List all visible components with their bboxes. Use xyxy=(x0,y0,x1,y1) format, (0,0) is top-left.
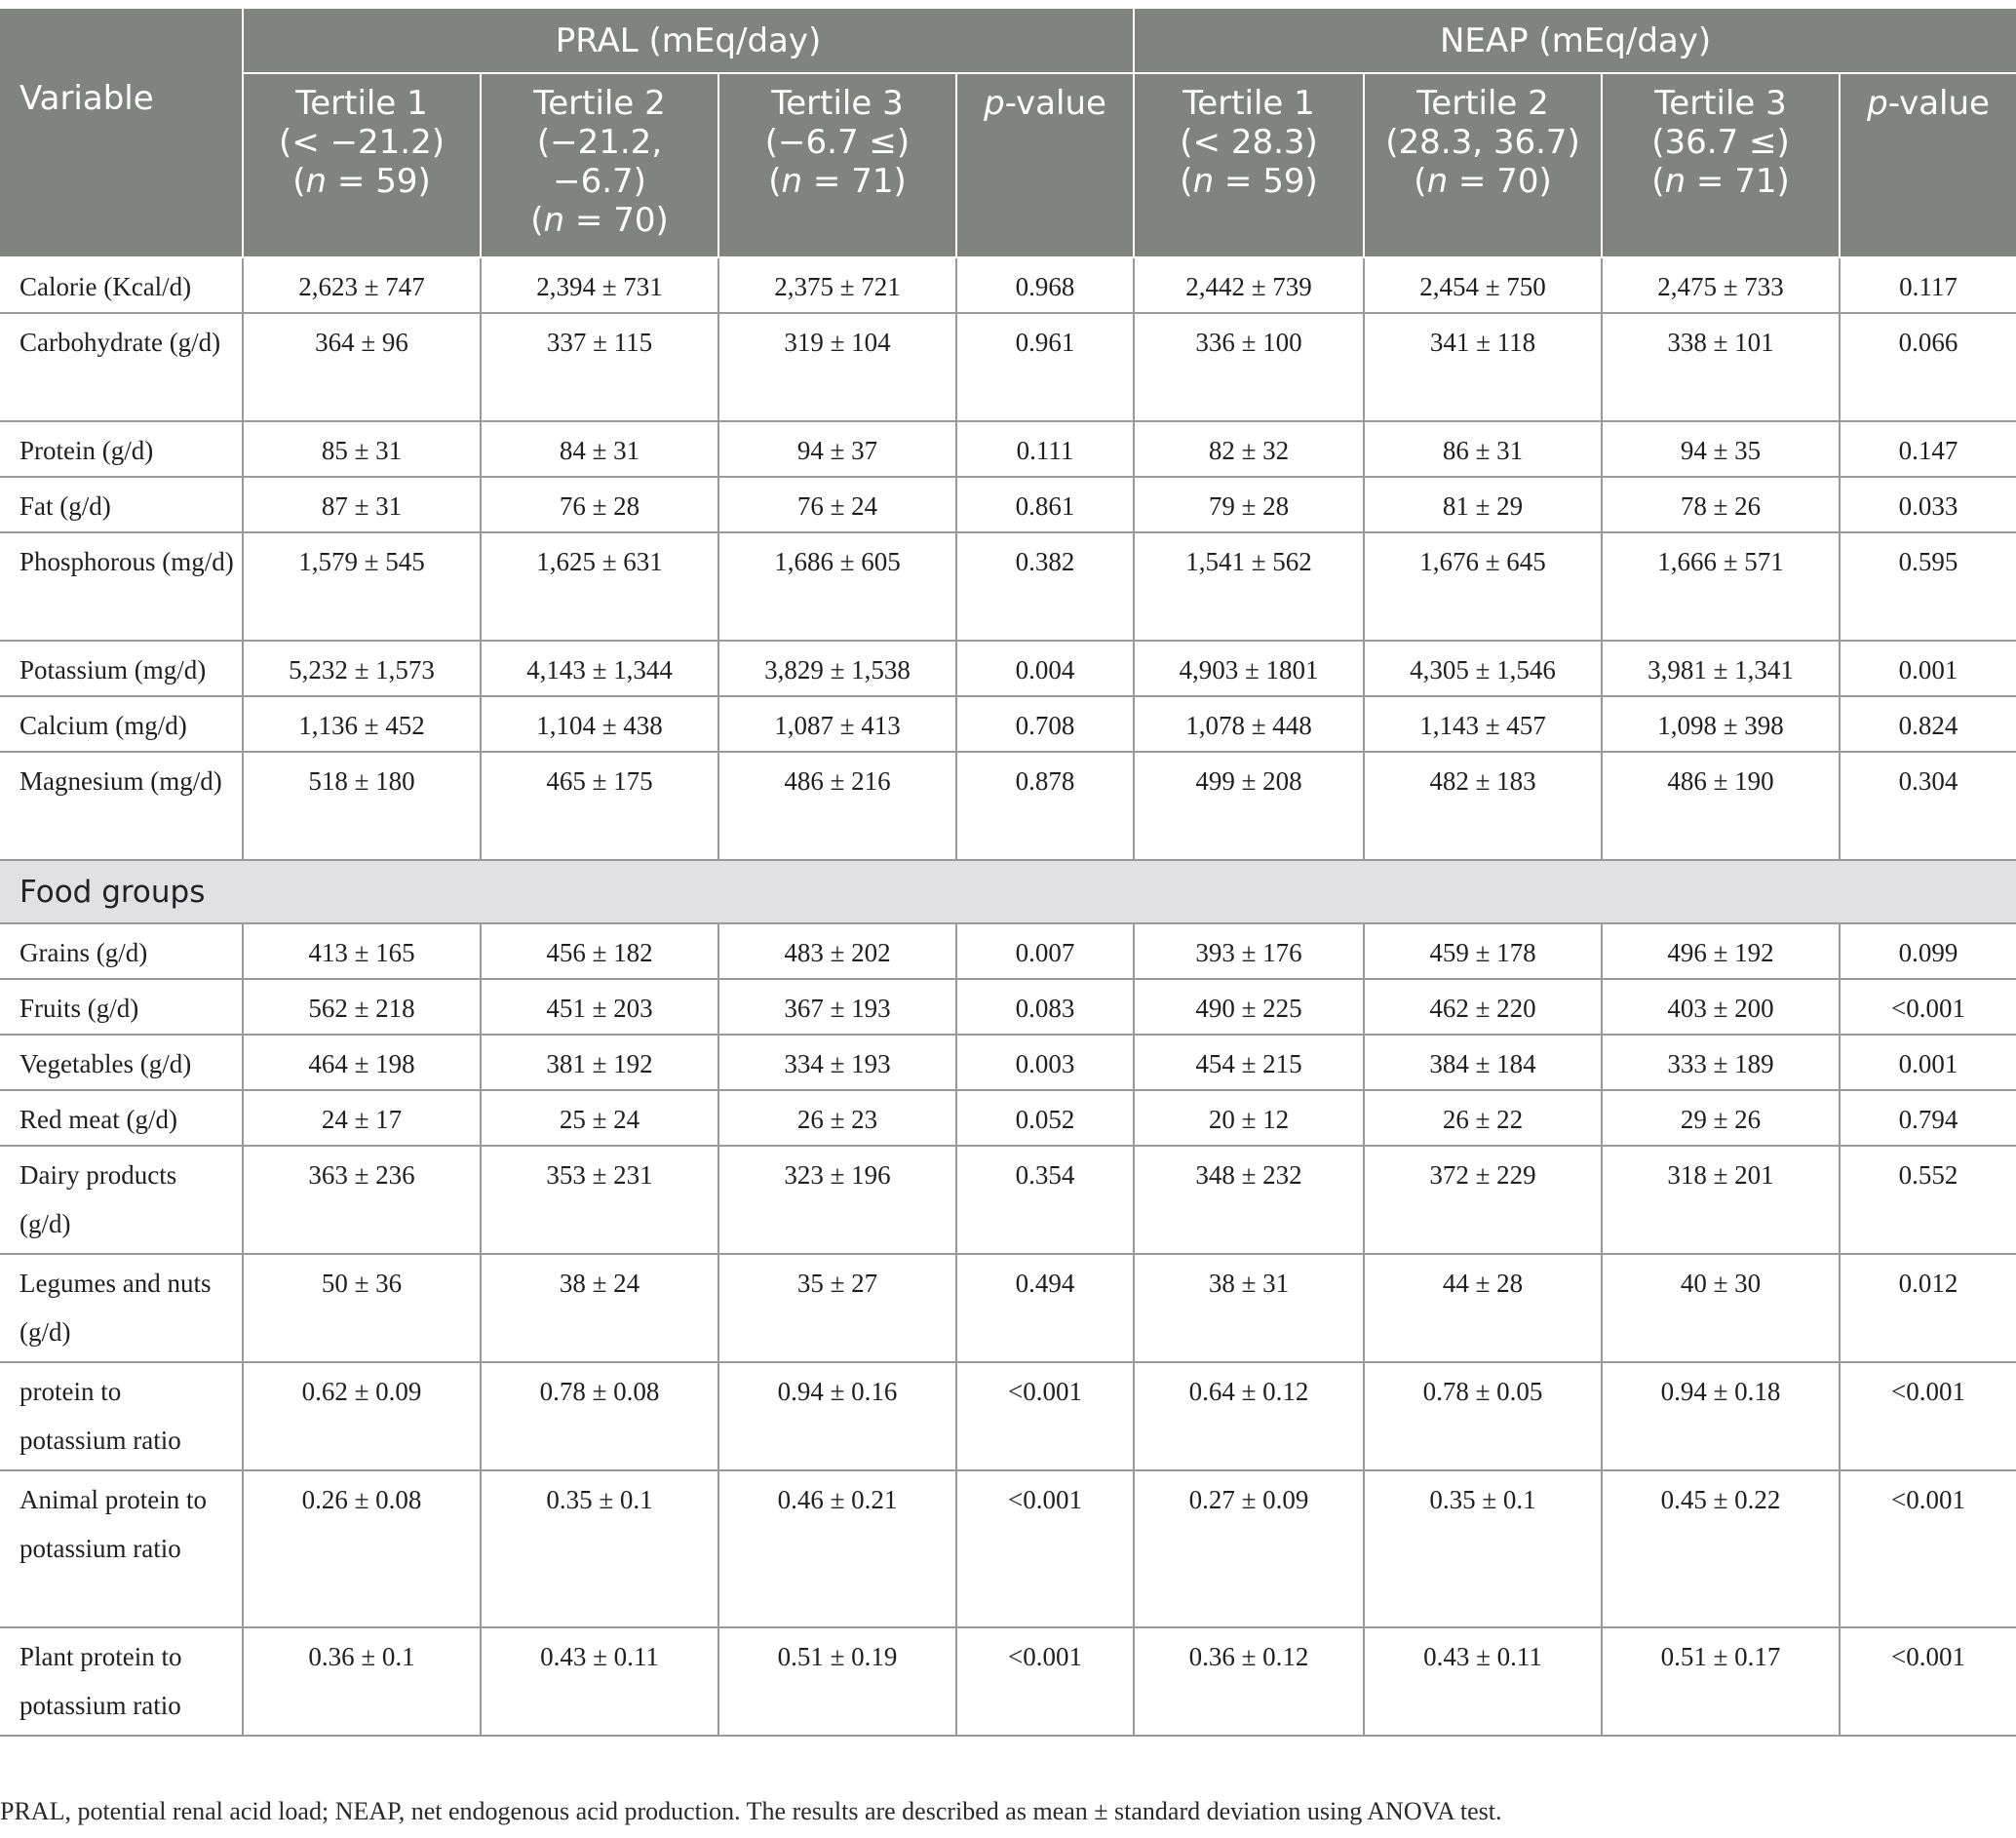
value-cell: 0.64 ± 0.12 xyxy=(1134,1362,1364,1470)
pvalue-cell: 0.304 xyxy=(1840,752,2016,860)
header-pvalue-p: p xyxy=(1867,84,1888,123)
header-neap-tertile-3 xyxy=(1602,73,1840,257)
pvalue-cell: 0.012 xyxy=(1840,1254,2016,1362)
header-col-name: Tertile 3 xyxy=(1654,84,1787,123)
value-cell: 38 ± 31 xyxy=(1134,1254,1364,1362)
value-cell: 462 ± 220 xyxy=(1364,979,1602,1035)
value-cell: 1,686 ± 605 xyxy=(718,532,956,641)
pvalue-cell: 0.968 xyxy=(956,257,1134,313)
value-cell: 486 ± 190 xyxy=(1602,752,1840,860)
table-row xyxy=(0,1362,2016,1470)
value-cell: 0.45 ± 0.22 xyxy=(1602,1470,1840,1627)
pvalue-cell: 0.111 xyxy=(956,421,1134,477)
data-table xyxy=(0,9,2016,1737)
value-cell: 25 ± 24 xyxy=(481,1090,718,1146)
value-cell: 0.78 ± 0.05 xyxy=(1364,1362,1602,1470)
value-cell: 0.94 ± 0.18 xyxy=(1602,1362,1840,1470)
value-cell: 318 ± 201 xyxy=(1602,1146,1840,1254)
value-cell: 1,676 ± 645 xyxy=(1364,532,1602,641)
header-col-range: (−21.2, −6.7) xyxy=(536,123,663,201)
value-cell: 0.26 ± 0.08 xyxy=(243,1470,481,1627)
header-col-n: (n = 59) xyxy=(292,162,431,201)
value-cell: 319 ± 104 xyxy=(718,313,956,421)
table-header xyxy=(0,9,2016,257)
value-cell: 4,305 ± 1,546 xyxy=(1364,641,1602,696)
header-col-n: (n = 59) xyxy=(1180,162,1318,201)
row-label: Protein (g/d) xyxy=(0,421,243,477)
pvalue-cell: 0.794 xyxy=(1840,1090,2016,1146)
table-footnote: PRAL, potential renal acid load; NEAP, net endogenous acid production. The results are described as mean ± standard deviation using ANOVA test. xyxy=(0,1797,1502,1825)
value-cell: 76 ± 24 xyxy=(718,477,956,532)
row-label: Phosphorous (mg/d) xyxy=(0,532,243,641)
header-col-name: Tertile 1 xyxy=(1182,84,1315,123)
value-cell: 337 ± 115 xyxy=(481,313,718,421)
value-cell: 1,136 ± 452 xyxy=(243,696,481,752)
pvalue-cell: 0.824 xyxy=(1840,696,2016,752)
table-row xyxy=(0,1035,2016,1090)
table-row xyxy=(0,923,2016,979)
table-row xyxy=(0,1146,2016,1254)
pvalue-cell: 0.003 xyxy=(956,1035,1134,1090)
value-cell: 334 ± 193 xyxy=(718,1035,956,1090)
value-cell: 1,541 ± 562 xyxy=(1134,532,1364,641)
value-cell: 0.36 ± 0.12 xyxy=(1134,1627,1364,1736)
row-label: Legumes and nuts (g/d) xyxy=(0,1254,243,1362)
pvalue-cell: 0.354 xyxy=(956,1146,1134,1254)
pvalue-cell: 0.066 xyxy=(1840,313,2016,421)
pvalue-cell: 0.099 xyxy=(1840,923,2016,979)
header-col-range: (28.3, 36.7) xyxy=(1385,123,1580,162)
value-cell: 79 ± 28 xyxy=(1134,477,1364,532)
value-cell: 0.62 ± 0.09 xyxy=(243,1362,481,1470)
value-cell: 451 ± 203 xyxy=(481,979,718,1035)
value-cell: 403 ± 200 xyxy=(1602,979,1840,1035)
value-cell: 78 ± 26 xyxy=(1602,477,1840,532)
pvalue-cell: 0.961 xyxy=(956,313,1134,421)
value-cell: 364 ± 96 xyxy=(243,313,481,421)
row-label: Vegetables (g/d) xyxy=(0,1035,243,1090)
value-cell: 367 ± 193 xyxy=(718,979,956,1035)
header-col-name: Tertile 3 xyxy=(771,84,904,123)
table-row xyxy=(0,641,2016,696)
row-label: Grains (g/d) xyxy=(0,923,243,979)
value-cell: 4,143 ± 1,344 xyxy=(481,641,718,696)
value-cell: 482 ± 183 xyxy=(1364,752,1602,860)
header-col-range: (−6.7 ≤) xyxy=(764,123,911,162)
pvalue-cell: 0.001 xyxy=(1840,1035,2016,1090)
pvalue-cell: 0.033 xyxy=(1840,477,2016,532)
table-row xyxy=(0,477,2016,532)
table-row xyxy=(0,1090,2016,1146)
value-cell: 338 ± 101 xyxy=(1602,313,1840,421)
value-cell: 1,666 ± 571 xyxy=(1602,532,1840,641)
value-cell: 2,375 ± 721 xyxy=(718,257,956,313)
value-cell: 5,232 ± 1,573 xyxy=(243,641,481,696)
header-col-name: Tertile 1 xyxy=(295,84,428,123)
pvalue-cell: 0.117 xyxy=(1840,257,2016,313)
value-cell: 454 ± 215 xyxy=(1134,1035,1364,1090)
row-label: Dairy products (g/d) xyxy=(0,1146,243,1254)
value-cell: 490 ± 225 xyxy=(1134,979,1364,1035)
row-label: Plant protein to potassium ratio xyxy=(0,1627,243,1736)
value-cell: 0.35 ± 0.1 xyxy=(481,1470,718,1627)
pvalue-cell: 0.878 xyxy=(956,752,1134,860)
value-cell: 24 ± 17 xyxy=(243,1090,481,1146)
value-cell: 0.43 ± 0.11 xyxy=(1364,1627,1602,1736)
table-row xyxy=(0,1254,2016,1362)
value-cell: 341 ± 118 xyxy=(1364,313,1602,421)
value-cell: 459 ± 178 xyxy=(1364,923,1602,979)
row-label: Red meat (g/d) xyxy=(0,1090,243,1146)
header-neap-tertile-2 xyxy=(1364,73,1602,257)
pvalue-cell: 0.552 xyxy=(1840,1146,2016,1254)
pvalue-cell: 0.382 xyxy=(956,532,1134,641)
pvalue-cell: 0.004 xyxy=(956,641,1134,696)
value-cell: 353 ± 231 xyxy=(481,1146,718,1254)
table-row xyxy=(0,752,2016,860)
header-variable: Variable xyxy=(0,9,243,257)
header-neap-pvalue xyxy=(1840,73,2016,257)
header-pral-tertile-1 xyxy=(243,73,481,257)
value-cell: 0.36 ± 0.1 xyxy=(243,1627,481,1736)
header-col-range: (< 28.3) xyxy=(1180,123,1318,162)
header-col-range: (< −21.2) xyxy=(278,123,446,162)
value-cell: 0.51 ± 0.17 xyxy=(1602,1627,1840,1736)
section-title: Food groups xyxy=(0,860,2016,923)
value-cell: 499 ± 208 xyxy=(1134,752,1364,860)
value-cell: 1,098 ± 398 xyxy=(1602,696,1840,752)
value-cell: 94 ± 35 xyxy=(1602,421,1840,477)
header-neap-tertile-1 xyxy=(1134,73,1364,257)
value-cell: 94 ± 37 xyxy=(718,421,956,477)
pvalue-cell: <0.001 xyxy=(956,1362,1134,1470)
row-label: Fat (g/d) xyxy=(0,477,243,532)
pvalue-cell: 0.052 xyxy=(956,1090,1134,1146)
header-col-n: (n = 71) xyxy=(1651,162,1790,201)
row-label: Animal protein to potassium ratio xyxy=(0,1470,243,1627)
table-row xyxy=(0,1470,2016,1627)
pvalue-cell: 0.083 xyxy=(956,979,1134,1035)
value-cell: 1,078 ± 448 xyxy=(1134,696,1364,752)
header-pvalue-rest: -value xyxy=(1887,84,1990,123)
value-cell: 26 ± 22 xyxy=(1364,1090,1602,1146)
header-col-n: (n = 70) xyxy=(1414,162,1552,201)
header-col-n: (n = 71) xyxy=(768,162,907,201)
pvalue-cell: <0.001 xyxy=(1840,1362,2016,1470)
value-cell: 2,454 ± 750 xyxy=(1364,257,1602,313)
value-cell: 381 ± 192 xyxy=(481,1035,718,1090)
row-label: Calorie (Kcal/d) xyxy=(0,257,243,313)
value-cell: 35 ± 27 xyxy=(718,1254,956,1362)
value-cell: 1,143 ± 457 xyxy=(1364,696,1602,752)
header-col-name: Tertile 2 xyxy=(1416,84,1549,123)
value-cell: 0.46 ± 0.21 xyxy=(718,1470,956,1627)
row-label: protein to potassium ratio xyxy=(0,1362,243,1470)
pvalue-cell: 0.708 xyxy=(956,696,1134,752)
section-row xyxy=(0,860,2016,923)
value-cell: 562 ± 218 xyxy=(243,979,481,1035)
value-cell: 333 ± 189 xyxy=(1602,1035,1840,1090)
pvalue-cell: <0.001 xyxy=(1840,979,2016,1035)
table-row xyxy=(0,313,2016,421)
table-container xyxy=(0,9,2016,1737)
value-cell: 3,829 ± 1,538 xyxy=(718,641,956,696)
value-cell: 323 ± 196 xyxy=(718,1146,956,1254)
value-cell: 4,903 ± 1801 xyxy=(1134,641,1364,696)
pvalue-cell: <0.001 xyxy=(1840,1470,2016,1627)
value-cell: 464 ± 198 xyxy=(243,1035,481,1090)
value-cell: 44 ± 28 xyxy=(1364,1254,1602,1362)
value-cell: 363 ± 236 xyxy=(243,1146,481,1254)
pvalue-cell: 0.007 xyxy=(956,923,1134,979)
value-cell: 40 ± 30 xyxy=(1602,1254,1840,1362)
value-cell: 50 ± 36 xyxy=(243,1254,481,1362)
value-cell: 518 ± 180 xyxy=(243,752,481,860)
value-cell: 84 ± 31 xyxy=(481,421,718,477)
value-cell: 0.27 ± 0.09 xyxy=(1134,1470,1364,1627)
value-cell: 456 ± 182 xyxy=(481,923,718,979)
header-col-n: (n = 70) xyxy=(530,201,669,240)
value-cell: 393 ± 176 xyxy=(1134,923,1364,979)
value-cell: 496 ± 192 xyxy=(1602,923,1840,979)
table-row xyxy=(0,979,2016,1035)
value-cell: 0.78 ± 0.08 xyxy=(481,1362,718,1470)
value-cell: 26 ± 23 xyxy=(718,1090,956,1146)
pvalue-cell: 0.494 xyxy=(956,1254,1134,1362)
header-col-range: (36.7 ≤) xyxy=(1651,123,1790,162)
table-row xyxy=(0,1627,2016,1736)
value-cell: 348 ± 232 xyxy=(1134,1146,1364,1254)
header-pral-tertile-3 xyxy=(718,73,956,257)
value-cell: 1,579 ± 545 xyxy=(243,532,481,641)
header-pvalue-p: p xyxy=(984,84,1005,123)
value-cell: 465 ± 175 xyxy=(481,752,718,860)
row-label: Magnesium (mg/d) xyxy=(0,752,243,860)
pvalue-cell: <0.001 xyxy=(956,1470,1134,1627)
value-cell: 1,087 ± 413 xyxy=(718,696,956,752)
pvalue-cell: <0.001 xyxy=(1840,1627,2016,1736)
header-pral-pvalue xyxy=(956,73,1134,257)
pvalue-cell: 0.861 xyxy=(956,477,1134,532)
value-cell: 0.94 ± 0.16 xyxy=(718,1362,956,1470)
value-cell: 483 ± 202 xyxy=(718,923,956,979)
table-body xyxy=(0,257,2016,1736)
value-cell: 2,394 ± 731 xyxy=(481,257,718,313)
value-cell: 85 ± 31 xyxy=(243,421,481,477)
pvalue-cell: 0.001 xyxy=(1840,641,2016,696)
table-row xyxy=(0,532,2016,641)
value-cell: 20 ± 12 xyxy=(1134,1090,1364,1146)
value-cell: 413 ± 165 xyxy=(243,923,481,979)
header-pral-group: PRAL (mEq/day) xyxy=(243,9,1134,73)
table-row xyxy=(0,421,2016,477)
value-cell: 76 ± 28 xyxy=(481,477,718,532)
value-cell: 87 ± 31 xyxy=(243,477,481,532)
value-cell: 2,442 ± 739 xyxy=(1134,257,1364,313)
row-label: Carbohydrate (g/d) xyxy=(0,313,243,421)
value-cell: 384 ± 184 xyxy=(1364,1035,1602,1090)
value-cell: 82 ± 32 xyxy=(1134,421,1364,477)
value-cell: 0.43 ± 0.11 xyxy=(481,1627,718,1736)
header-col-name: Tertile 2 xyxy=(533,84,666,123)
pvalue-cell: <0.001 xyxy=(956,1627,1134,1736)
value-cell: 3,981 ± 1,341 xyxy=(1602,641,1840,696)
table-row xyxy=(0,257,2016,313)
value-cell: 2,623 ± 747 xyxy=(243,257,481,313)
row-label: Potassium (mg/d) xyxy=(0,641,243,696)
value-cell: 0.35 ± 0.1 xyxy=(1364,1470,1602,1627)
value-cell: 81 ± 29 xyxy=(1364,477,1602,532)
pvalue-cell: 0.147 xyxy=(1840,421,2016,477)
header-pral-tertile-2 xyxy=(481,73,718,257)
value-cell: 2,475 ± 733 xyxy=(1602,257,1840,313)
value-cell: 486 ± 216 xyxy=(718,752,956,860)
value-cell: 0.51 ± 0.19 xyxy=(718,1627,956,1736)
header-pvalue-rest: -value xyxy=(1004,84,1106,123)
row-label: Calcium (mg/d) xyxy=(0,696,243,752)
pvalue-cell: 0.595 xyxy=(1840,532,2016,641)
row-label: Fruits (g/d) xyxy=(0,979,243,1035)
value-cell: 29 ± 26 xyxy=(1602,1090,1840,1146)
value-cell: 86 ± 31 xyxy=(1364,421,1602,477)
value-cell: 1,625 ± 631 xyxy=(481,532,718,641)
value-cell: 336 ± 100 xyxy=(1134,313,1364,421)
value-cell: 38 ± 24 xyxy=(481,1254,718,1362)
value-cell: 1,104 ± 438 xyxy=(481,696,718,752)
table-row xyxy=(0,696,2016,752)
value-cell: 372 ± 229 xyxy=(1364,1146,1602,1254)
header-neap-group: NEAP (mEq/day) xyxy=(1134,9,2016,73)
